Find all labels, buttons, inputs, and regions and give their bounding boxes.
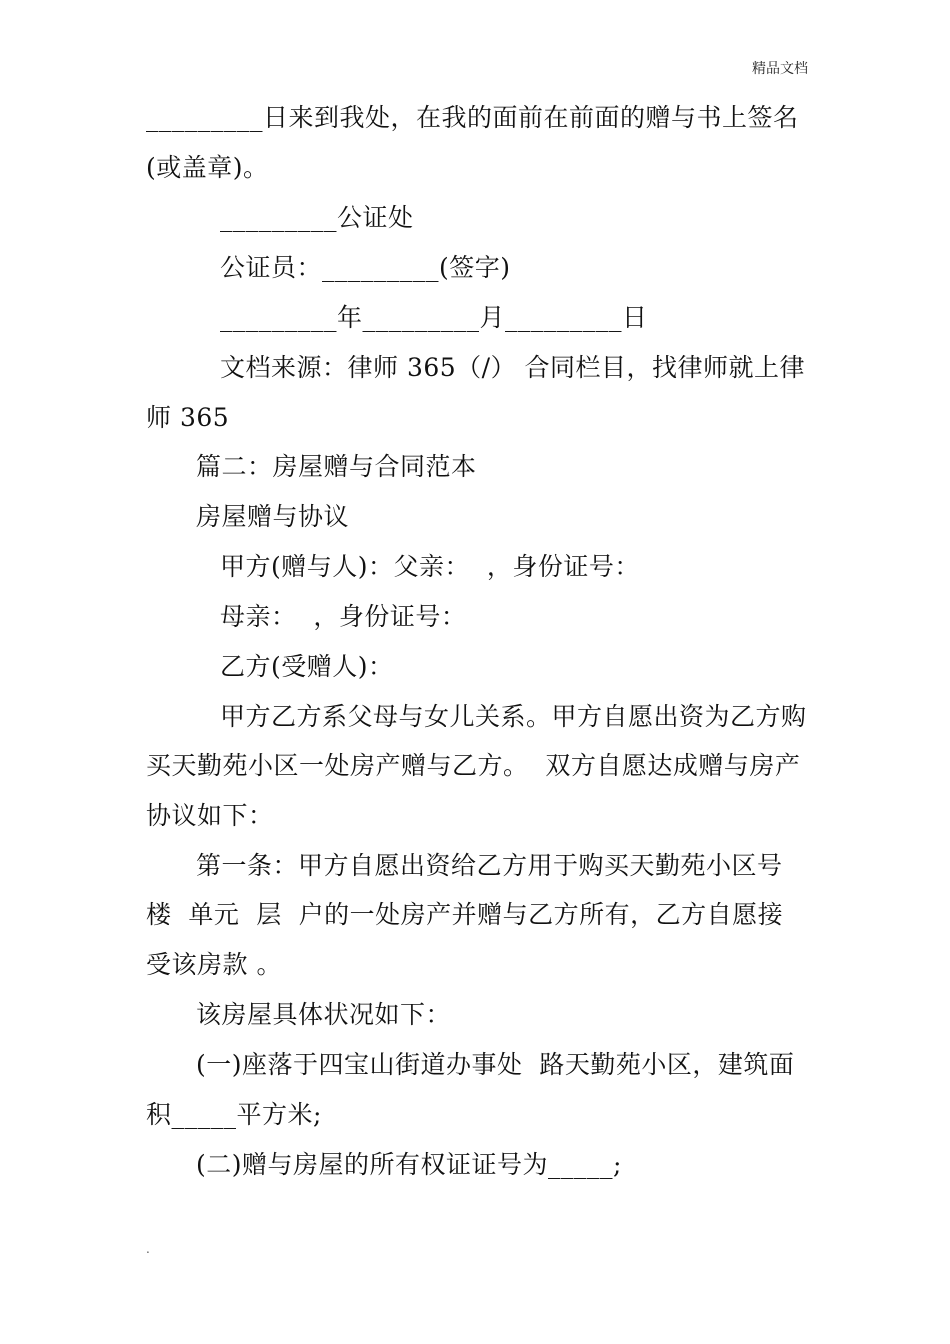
text-line-22: (二)赠与房屋的所有权证证号为_____; [196,1150,622,1179]
text-line-1: _________日来到我处，在我的面前在前面的赠与书上签名 [146,103,799,132]
text-line-16: 第一条：甲方自愿出资给乙方用于购买天勤苑小区号 [196,851,783,880]
text-line-5: _________年_________月_________日 [220,303,648,332]
text-line-14: 买天勤苑小区一处房产赠与乙方。 双方自愿达成赠与房产 [146,751,801,780]
text-line-13: 甲方乙方系父母与女儿关系。甲方自愿出资为乙方购 [220,702,807,731]
text-line-3: _________公证处 [220,203,414,232]
text-line-11: 母亲： ，身份证号： [220,602,467,631]
text-line-12: 乙方(受赠人)： [220,652,394,681]
text-line-7: 师 365 [146,403,230,432]
header-label: 精品文档 [752,61,808,77]
text-line-17: 楼 单元 层 户的一处房产并赠与乙方所有，乙方自愿接 [146,900,784,929]
text-line-19: 该房屋具体状况如下： [196,1000,452,1029]
text-line-10: 甲方(赠与人)：父亲： ，身份证号： [220,552,640,581]
text-line-21: 积_____平方米; [146,1100,322,1129]
text-line-20: (一)座落于四宝山街道办事处 路天勤苑小区，建筑面 [196,1050,795,1079]
agreement-title: 房屋赠与协议 [196,502,350,531]
text-line-6: 文档来源：律师 365（/） 合同栏目，找律师就上律 [220,353,806,382]
text-line-15: 协议如下： [146,801,274,830]
text-line-2: (或盖章)。 [146,153,269,182]
text-line-18: 受该房款 。 [146,950,282,979]
text-line-4: 公证员：_________(签字) [220,253,511,282]
footer-mark: . [146,1242,150,1256]
section-heading: 篇二：房屋赠与合同范本 [196,452,477,481]
